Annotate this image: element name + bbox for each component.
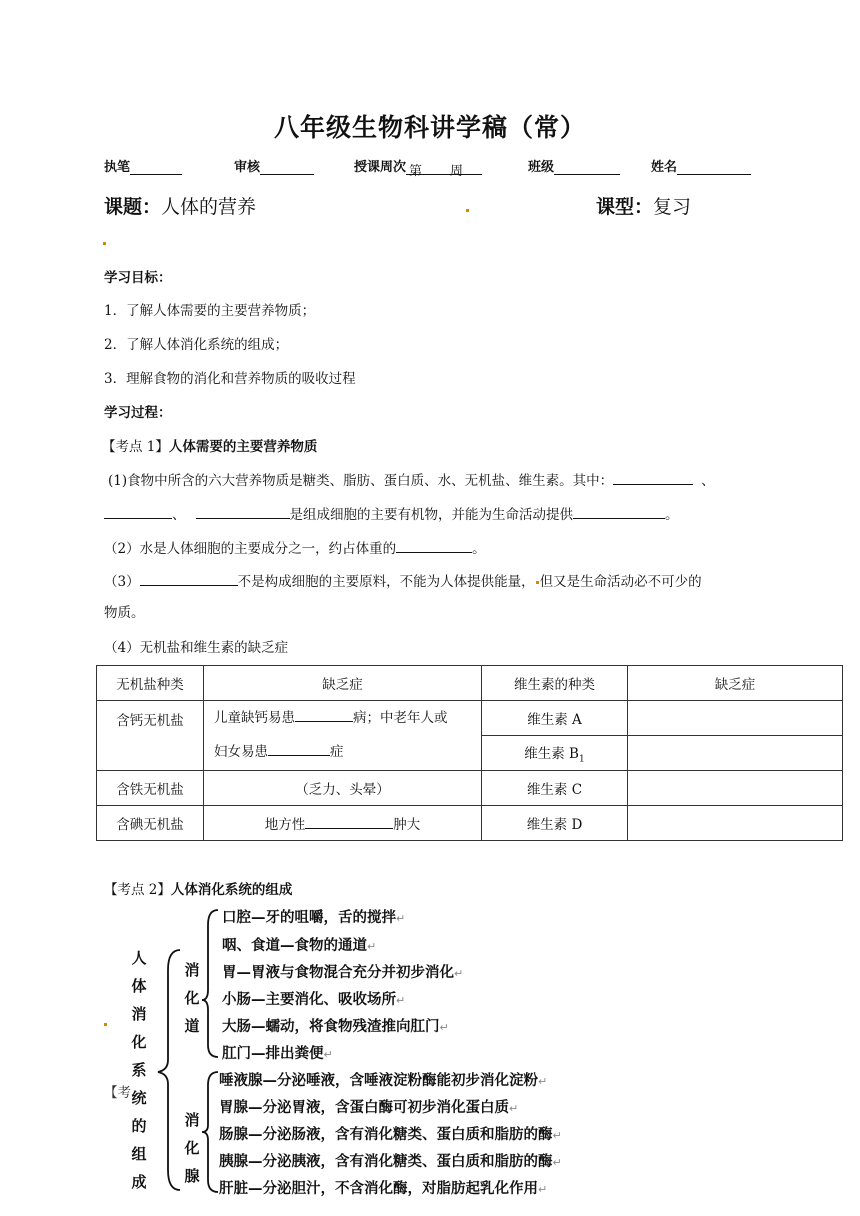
- author-label: 执笔: [104, 160, 131, 175]
- kp1-question-3-line1: （3） 不是构成细胞的主要原料，不能为人体提供能量， 但又是生命活动必不可少的: [104, 571, 702, 592]
- class-field: [528, 156, 620, 175]
- name-field: [651, 156, 751, 175]
- answer-blank[interactable]: [573, 504, 665, 519]
- answer-cell[interactable]: [628, 701, 843, 736]
- table-row: [97, 701, 843, 736]
- type-value: 复习: [653, 196, 692, 218]
- kp1-question-1-line1: (1)食物中所含的六大营养物质是糖类、脂肪、蛋白质、水、无机盐、维生素。其中： 、: [108, 470, 715, 491]
- objective-item: 1．了解人体需要的主要营养物质；: [104, 303, 316, 319]
- week-blank[interactable]: 第 周: [406, 160, 482, 175]
- review-blank[interactable]: [260, 160, 314, 175]
- digestive-system-label: 人 体 消 化 系 统 的 组 成: [131, 949, 147, 1191]
- tract-item: 咽、食道—食物的通道↵: [222, 938, 377, 954]
- mineral-calcium: 含钙无机盐: [97, 701, 204, 771]
- answer-blank[interactable]: [613, 470, 693, 485]
- table-header: 缺乏症: [628, 666, 843, 701]
- review-field: [234, 156, 314, 175]
- answer-cell[interactable]: [628, 806, 843, 841]
- vitamin-a: 维生素 A: [482, 701, 628, 736]
- tract-item: 大肠—蠕动，将食物残渣推向肛门↵: [222, 1019, 449, 1035]
- answer-blank[interactable]: [305, 814, 393, 829]
- kp1-question-1-line2: 、 是组成细胞的主要有机物，并能为生命活动提供 。: [104, 504, 679, 525]
- digestive-tract-label: 消 化 道: [184, 961, 200, 1035]
- marker-dot: [103, 242, 106, 245]
- class-label: 班级: [528, 160, 555, 175]
- gland-item: 胰腺—分泌胰液，含有消化糖类、蛋白质和脂肪的酶↵: [219, 1154, 562, 1170]
- answer-blank[interactable]: [104, 504, 172, 519]
- topic: [104, 192, 256, 219]
- review-label: 审核: [234, 160, 261, 175]
- marker-dot: [536, 581, 539, 584]
- gland-item: 肝脏—分泌胆汁，不含消化酶，对脂肪起乳化作用↵: [219, 1181, 548, 1197]
- kp2-heading: 【考点 2】人体消化系统的组成: [104, 882, 293, 898]
- calcium-deficiency: 儿童缺钙易患 病；中老年人或 妇女易患 症: [204, 701, 482, 771]
- tract-item: 小肠—主要消化、吸收场所↵: [222, 992, 406, 1008]
- gland-brace: [202, 1072, 218, 1192]
- objectives-heading: 学习目标：: [104, 270, 172, 286]
- gland-item: 肠腺—分泌肠液，含有消化糖类、蛋白质和脂肪的酶↵: [219, 1127, 562, 1143]
- overlapped-heading: 【考: [104, 1085, 131, 1101]
- vitamin-d: 维生素 D: [482, 806, 628, 841]
- objective-item: 3．理解食物的消化和营养物质的吸收过程: [104, 371, 356, 387]
- table-row: [97, 806, 843, 841]
- tract-brace: [202, 910, 218, 1057]
- kp1-question-3-line2: 物质。: [104, 605, 145, 621]
- answer-cell[interactable]: [628, 736, 843, 771]
- answer-blank[interactable]: [268, 741, 330, 756]
- tract-item: 口腔—牙的咀嚼，舌的搅拌↵: [222, 910, 406, 926]
- table-row: [97, 771, 843, 806]
- vitamin-c: 维生素 C: [482, 771, 628, 806]
- author-blank[interactable]: [130, 160, 182, 175]
- deficiency-table: [96, 665, 843, 841]
- tract-item: 胃—胃液与食物混合充分并初步消化↵: [222, 965, 464, 981]
- type-label: 课型：: [596, 196, 654, 218]
- week-label: 授课周次: [354, 160, 407, 175]
- objective-item: 2．了解人体消化系统的组成；: [104, 337, 289, 353]
- table-header: 维生素的种类: [482, 666, 628, 701]
- kp1-question-4: （4）无机盐和维生素的缺乏症: [104, 640, 289, 656]
- iodine-deficiency: 地方性 肿大: [204, 806, 482, 841]
- iron-deficiency: （乏力、头晕）: [204, 771, 482, 806]
- table-header: 无机盐种类: [97, 666, 204, 701]
- vitamin-b1: 维生素 $B_1$: [482, 736, 628, 771]
- answer-blank[interactable]: [396, 538, 472, 553]
- table-header-row: [97, 666, 843, 701]
- author-field: [104, 156, 182, 175]
- process-heading: 学习过程：: [104, 405, 172, 421]
- answer-blank[interactable]: [295, 707, 353, 722]
- week-field: [354, 156, 482, 179]
- marker-dot: [466, 209, 469, 212]
- name-blank[interactable]: [677, 160, 751, 175]
- mineral-iron: 含铁无机盐: [97, 771, 204, 806]
- answer-blank[interactable]: [140, 571, 238, 586]
- answer-cell[interactable]: [628, 771, 843, 806]
- mineral-iodine: 含碘无机盐: [97, 806, 204, 841]
- gland-item: 唾液腺—分泌唾液，含唾液淀粉酶能初步消化淀粉↵: [219, 1073, 548, 1089]
- name-label: 姓名: [651, 160, 678, 175]
- answer-blank[interactable]: [196, 504, 290, 519]
- tract-item: 肛门—排出粪便↵: [222, 1046, 333, 1062]
- table-header: 缺乏症: [204, 666, 482, 701]
- main-brace: [158, 950, 180, 1190]
- gland-item: 胃腺—分泌胃液，含蛋白酶可初步消化蛋白质↵: [219, 1100, 519, 1116]
- class-blank[interactable]: [554, 160, 620, 175]
- marker-dot: [104, 1023, 107, 1026]
- kp1-heading: 【考点 1】人体需要的主要营养物质: [102, 439, 318, 455]
- topic-value: 人体的营养: [161, 196, 257, 218]
- course-type: [596, 192, 691, 219]
- digestive-gland-label: 消 化 腺: [184, 1111, 200, 1185]
- page-title: 八年级生物科讲学稿（常）: [273, 113, 586, 142]
- topic-label: 课题：: [104, 196, 162, 218]
- kp1-question-2: （2）水是人体细胞的主要成分之一，约占体重的 。: [104, 538, 486, 559]
